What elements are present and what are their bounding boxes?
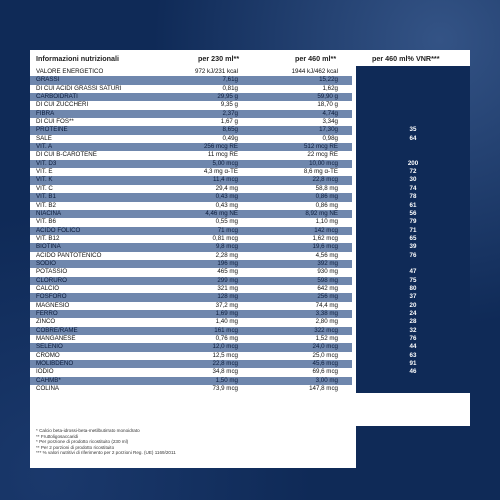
value-vnr: 30 <box>409 176 417 184</box>
table-row <box>30 185 470 193</box>
nutrient-name: DI CUI B-CAROTENE <box>36 151 97 159</box>
row-background <box>30 118 352 126</box>
value-460ml: 392 mg <box>317 259 338 267</box>
nutrient-name: SELENIO <box>36 343 63 351</box>
nutrient-name: VIT. A <box>36 143 53 151</box>
vnr-cell-background <box>356 76 470 84</box>
row-background <box>30 335 352 343</box>
nutrient-name: SODIO <box>36 259 56 267</box>
nutrient-name: SALE <box>36 134 52 142</box>
value-vnr: 72 <box>409 168 417 176</box>
value-230ml: 0,76 mg <box>215 335 238 342</box>
row-background <box>30 193 352 201</box>
value-230ml: 11,4 mcg <box>213 176 238 184</box>
table-row <box>30 168 470 176</box>
value-460ml: 18,70 g <box>317 101 338 109</box>
row-background <box>30 368 352 376</box>
value-230ml: 2,37g <box>222 109 238 117</box>
nutrient-name: ZINCO <box>36 318 56 326</box>
header-460: per 460 ml** <box>295 54 337 63</box>
table-row <box>30 343 470 351</box>
value-460ml: 256 mg <box>317 293 338 301</box>
value-460ml: 598 mg <box>317 276 338 284</box>
footnote: *** % valori nutritivi di riferimento per 2 porzioni Reg. (UE) 1169/2011 <box>36 450 176 456</box>
value-vnr: 75 <box>409 276 417 284</box>
nutrient-name: VIT. C <box>36 184 53 192</box>
nutrient-name: ACIDO PANTOTENICO <box>36 251 102 259</box>
table-row <box>30 385 470 393</box>
value-230ml: 1,67 g <box>220 118 238 126</box>
table-row <box>30 210 470 218</box>
nutrient-name: IODIO <box>36 368 54 376</box>
value-230ml: 256 mcg RE <box>203 143 238 151</box>
value-460ml: 8,6 mg α-TE <box>303 168 338 176</box>
value-230ml: 71 mcg <box>217 226 238 234</box>
table-row <box>30 368 470 376</box>
nutrient-name: CAHMB* <box>36 376 61 384</box>
value-460ml: 59,90 g <box>317 93 338 101</box>
row-background <box>30 218 352 226</box>
value-vnr: 80 <box>409 284 417 292</box>
value-230ml: 29,95 g <box>217 93 238 101</box>
nutrient-name: FERRO <box>36 309 58 317</box>
value-460ml: 15,22g <box>319 76 338 84</box>
value-230ml: 1,69 mg <box>215 309 238 317</box>
value-vnr: 56 <box>409 209 417 217</box>
value-460ml: 22 mcg RE <box>307 151 338 159</box>
table-row <box>30 85 470 93</box>
vnr-cell-background <box>356 377 470 385</box>
vnr-cell-background <box>356 151 470 159</box>
value-230ml: 128 mg <box>217 293 238 301</box>
footnotes <box>36 428 466 456</box>
table-row <box>30 293 470 301</box>
nutrient-name: MANGANESE <box>36 335 76 342</box>
row-background <box>30 277 352 285</box>
value-230ml: 8,65g <box>222 126 238 134</box>
value-230ml: 29,4 mg <box>215 184 238 192</box>
footnote: * Calcio beta-idrossi-beta-metilbutirrato monoidrato <box>36 428 140 433</box>
row-background <box>30 293 352 301</box>
value-vnr: 63 <box>409 351 417 359</box>
footnote: ** Fruttoligosaccaridi <box>36 433 79 439</box>
value-230ml: 34,8 mcg <box>212 368 238 376</box>
nutrient-name: VIT. B2 <box>36 201 56 209</box>
table-row <box>30 327 470 335</box>
value-460ml: 642 mg <box>317 284 338 292</box>
nutrient-name: VALORE ENERGETICO <box>36 68 104 75</box>
value-460ml: 512 mcg RE <box>303 143 338 151</box>
table-row <box>30 176 470 184</box>
value-460ml: 1,62g <box>322 84 338 92</box>
value-230ml: 0,49g <box>222 134 238 142</box>
vnr-cell-background <box>356 110 470 118</box>
nutrient-name: ACIDO FOLICO <box>36 226 81 234</box>
nutrient-name: VIT. E <box>36 168 53 176</box>
nutrient-name: FOSFORO <box>36 293 67 301</box>
value-vnr: 61 <box>409 201 417 209</box>
nutrient-name: MOLIBDENO <box>36 360 74 368</box>
value-460ml: 930 mg <box>317 268 338 276</box>
value-230ml: 0,55 mg <box>215 218 238 226</box>
value-230ml: 321 mg <box>217 284 238 292</box>
row-background <box>30 76 352 84</box>
row-background <box>30 202 352 210</box>
header-vnr: per 460 ml% VNR*** <box>372 54 440 63</box>
table-row <box>30 268 470 276</box>
value-460ml: 69,6 mcg <box>312 368 338 376</box>
value-vnr: 24 <box>409 309 417 317</box>
nutrient-name: CALCIO <box>36 284 60 292</box>
footnote: * Per porzione di prodotto ricostituito (230 ml) <box>36 439 129 445</box>
value-vnr: 74 <box>409 184 417 192</box>
table-row <box>30 143 470 151</box>
value-vnr: 76 <box>409 251 417 259</box>
table-row <box>30 126 470 134</box>
nutrition-table-panel <box>30 50 470 468</box>
value-230ml: 1,50 mg <box>215 376 238 384</box>
header-name: Informazioni nutrizionali <box>36 54 120 63</box>
value-vnr: 64 <box>409 134 417 142</box>
row-background <box>30 185 352 193</box>
value-460ml: 322 mcg <box>314 326 338 334</box>
row-background <box>30 385 352 393</box>
row-background <box>30 268 352 276</box>
table-row <box>30 76 470 84</box>
table-row <box>30 335 470 343</box>
value-230ml: 161 mcg <box>214 326 238 334</box>
table-row <box>30 377 470 385</box>
row-background <box>30 160 352 168</box>
table-row <box>30 193 470 201</box>
value-460ml: 0,86 mg <box>315 193 338 201</box>
value-vnr: 46 <box>409 368 417 376</box>
nutrient-name: VIT. B12 <box>36 234 60 242</box>
value-230ml: 7,61g <box>222 76 238 84</box>
nutrient-name: DI CUI ACIDI GRASSI SATURI <box>36 84 122 92</box>
value-460ml: 74,4 mg <box>315 301 338 309</box>
value-460ml: 24,0 mcg <box>312 343 338 351</box>
value-vnr: 37 <box>409 293 417 301</box>
table-row <box>30 285 470 293</box>
nutrient-name: POTASSIO <box>36 268 68 276</box>
table-row <box>30 202 470 210</box>
value-vnr: 200 <box>407 159 419 167</box>
nutrient-name: MAGNESIO <box>36 301 70 309</box>
nutrient-name: GRASSI <box>36 76 60 84</box>
value-230ml: 22,8 mcg <box>212 360 238 368</box>
table-row <box>30 135 470 143</box>
value-460ml: 142 mcg <box>314 226 338 234</box>
value-460ml: 2,80 mg <box>315 318 338 326</box>
value-230ml: 196 mg <box>217 259 238 267</box>
value-230ml: 4,46 mg NE <box>205 209 238 217</box>
table-row <box>30 227 470 235</box>
value-230ml: 4,3 mg α-TE <box>203 168 238 176</box>
value-vnr: 71 <box>409 226 417 234</box>
value-460ml: 10,00 mcg <box>309 159 338 167</box>
nutrient-name: VIT. B1 <box>36 193 56 201</box>
value-460ml: 1,62 mcg <box>312 234 338 242</box>
value-vnr: 44 <box>409 343 417 351</box>
value-230ml: 465 mg <box>217 268 238 276</box>
value-460ml: 25,0 mcg <box>312 351 338 359</box>
header-230: per 230 ml** <box>198 54 240 63</box>
vnr-cell-background <box>356 118 470 126</box>
vnr-cell-background <box>356 143 470 151</box>
nutrient-name: CARBOIDRATI <box>36 93 78 101</box>
value-vnr: 28 <box>409 318 417 326</box>
nutrition-rows <box>30 68 470 393</box>
row-background <box>30 210 352 218</box>
vnr-cell-background <box>356 93 470 101</box>
nutrient-name: VIT. K <box>36 176 53 184</box>
value-460ml: 3,34g <box>322 118 338 126</box>
row-background <box>30 243 352 251</box>
table-row <box>30 118 470 126</box>
value-460ml: 3,00 mg <box>315 376 338 384</box>
vnr-cell-background <box>356 68 470 76</box>
nutrient-name: NIACINA <box>36 209 62 217</box>
nutrient-name: FIBRA <box>36 109 55 117</box>
nutrient-name: VIT. B6 <box>36 218 56 226</box>
value-460ml: 22,8 mcg <box>312 176 338 184</box>
value-vnr: 35 <box>409 126 417 134</box>
value-460ml: 0,86 mg <box>315 201 338 209</box>
table-row <box>30 260 470 268</box>
nutrient-name: COBRE/RAME <box>36 326 78 334</box>
vnr-cell-background <box>356 101 470 109</box>
table-row <box>30 101 470 109</box>
row-background <box>30 135 352 143</box>
table-row <box>30 360 470 368</box>
value-460ml: 0,98g <box>322 134 338 142</box>
value-460ml: 1,52 mg <box>315 335 338 342</box>
row-background <box>30 343 352 351</box>
table-header <box>30 50 470 66</box>
nutrient-name: VIT. D3 <box>36 159 57 167</box>
value-230ml: 1,40 mg <box>215 318 238 326</box>
value-460ml: 58,8 mg <box>315 184 338 192</box>
table-row <box>30 110 470 118</box>
table-row <box>30 151 470 159</box>
row-background <box>30 310 352 318</box>
value-vnr: 32 <box>409 326 417 334</box>
value-230ml: 299 mg <box>217 276 238 284</box>
value-460ml: 3,38 mg <box>315 309 338 317</box>
row-background <box>30 285 352 293</box>
nutrient-name: BIOTINA <box>36 243 61 251</box>
table-row <box>30 302 470 310</box>
value-230ml: 5,00 mcg <box>212 159 238 167</box>
table-row <box>30 93 470 101</box>
table-row <box>30 352 470 360</box>
table-row <box>30 252 470 260</box>
row-background <box>30 318 352 326</box>
value-230ml: 0,81 mcg <box>212 234 238 242</box>
value-460ml: 17,30g <box>319 126 338 134</box>
value-230ml: 0,43 mg <box>215 193 238 201</box>
nutrient-name: CROMO <box>36 351 60 359</box>
value-230ml: 37,2 mg <box>215 301 238 309</box>
table-row <box>30 310 470 318</box>
table-row <box>30 218 470 226</box>
value-230ml: 12,5 mcg <box>212 351 238 359</box>
table-row <box>30 68 470 76</box>
value-vnr: 39 <box>409 243 417 251</box>
value-230ml: 972 kJ/231 kcal <box>195 68 238 75</box>
row-background <box>30 93 352 101</box>
table-row <box>30 318 470 326</box>
nutrient-name: COLINA <box>36 385 60 393</box>
value-vnr: 76 <box>409 335 417 342</box>
vnr-cell-background <box>356 85 470 93</box>
row-background <box>30 377 352 385</box>
table-row <box>30 277 470 285</box>
value-460ml: 19,6 mcg <box>312 243 338 251</box>
row-background <box>30 235 352 243</box>
value-230ml: 9,8 mcg <box>215 243 238 251</box>
value-vnr: 79 <box>409 218 417 226</box>
value-460ml: 8,92 mg NE <box>305 209 338 217</box>
value-460ml: 1944 kJ/462 kcal <box>291 68 338 75</box>
nutrient-name: DI CUI FOS** <box>36 118 74 126</box>
value-230ml: 9,35 g <box>220 101 238 109</box>
row-background <box>30 352 352 360</box>
value-230ml: 73,9 mcg <box>212 385 238 393</box>
value-vnr: 20 <box>409 301 417 309</box>
value-460ml: 147,8 mcg <box>309 385 338 393</box>
value-460ml: 4,56 mg <box>315 251 338 259</box>
table-row <box>30 235 470 243</box>
row-background <box>30 360 352 368</box>
value-230ml: 0,43 mg <box>215 201 238 209</box>
nutrient-name: PROTEINE <box>36 126 68 134</box>
nutrient-name: CLORURO <box>36 276 67 284</box>
value-vnr: 47 <box>409 268 417 276</box>
row-background <box>30 260 352 268</box>
value-vnr: 65 <box>409 234 417 242</box>
value-vnr: 78 <box>409 193 417 201</box>
row-background <box>30 110 352 118</box>
value-230ml: 0,81g <box>222 84 238 92</box>
value-460ml: 4,74g <box>322 109 338 117</box>
row-background <box>30 327 352 335</box>
value-vnr: 91 <box>409 360 417 368</box>
value-230ml: 12,0 mcg <box>212 343 238 351</box>
value-230ml: 2,28 mg <box>215 251 238 259</box>
vnr-cell-background <box>356 260 470 268</box>
row-background <box>30 176 352 184</box>
row-background <box>30 302 352 310</box>
value-460ml: 1,10 mg <box>315 218 338 226</box>
table-row <box>30 243 470 251</box>
table-row <box>30 160 470 168</box>
row-background <box>30 126 352 134</box>
value-460ml: 45,6 mcg <box>312 360 338 368</box>
vnr-cell-background <box>356 385 470 393</box>
footnote: ** Per 2 porzioni di prodotto ricostituito <box>36 444 115 450</box>
value-230ml: 11 mcg RE <box>207 151 238 159</box>
nutrient-name: DI CUI ZUCCHERI <box>36 101 89 109</box>
